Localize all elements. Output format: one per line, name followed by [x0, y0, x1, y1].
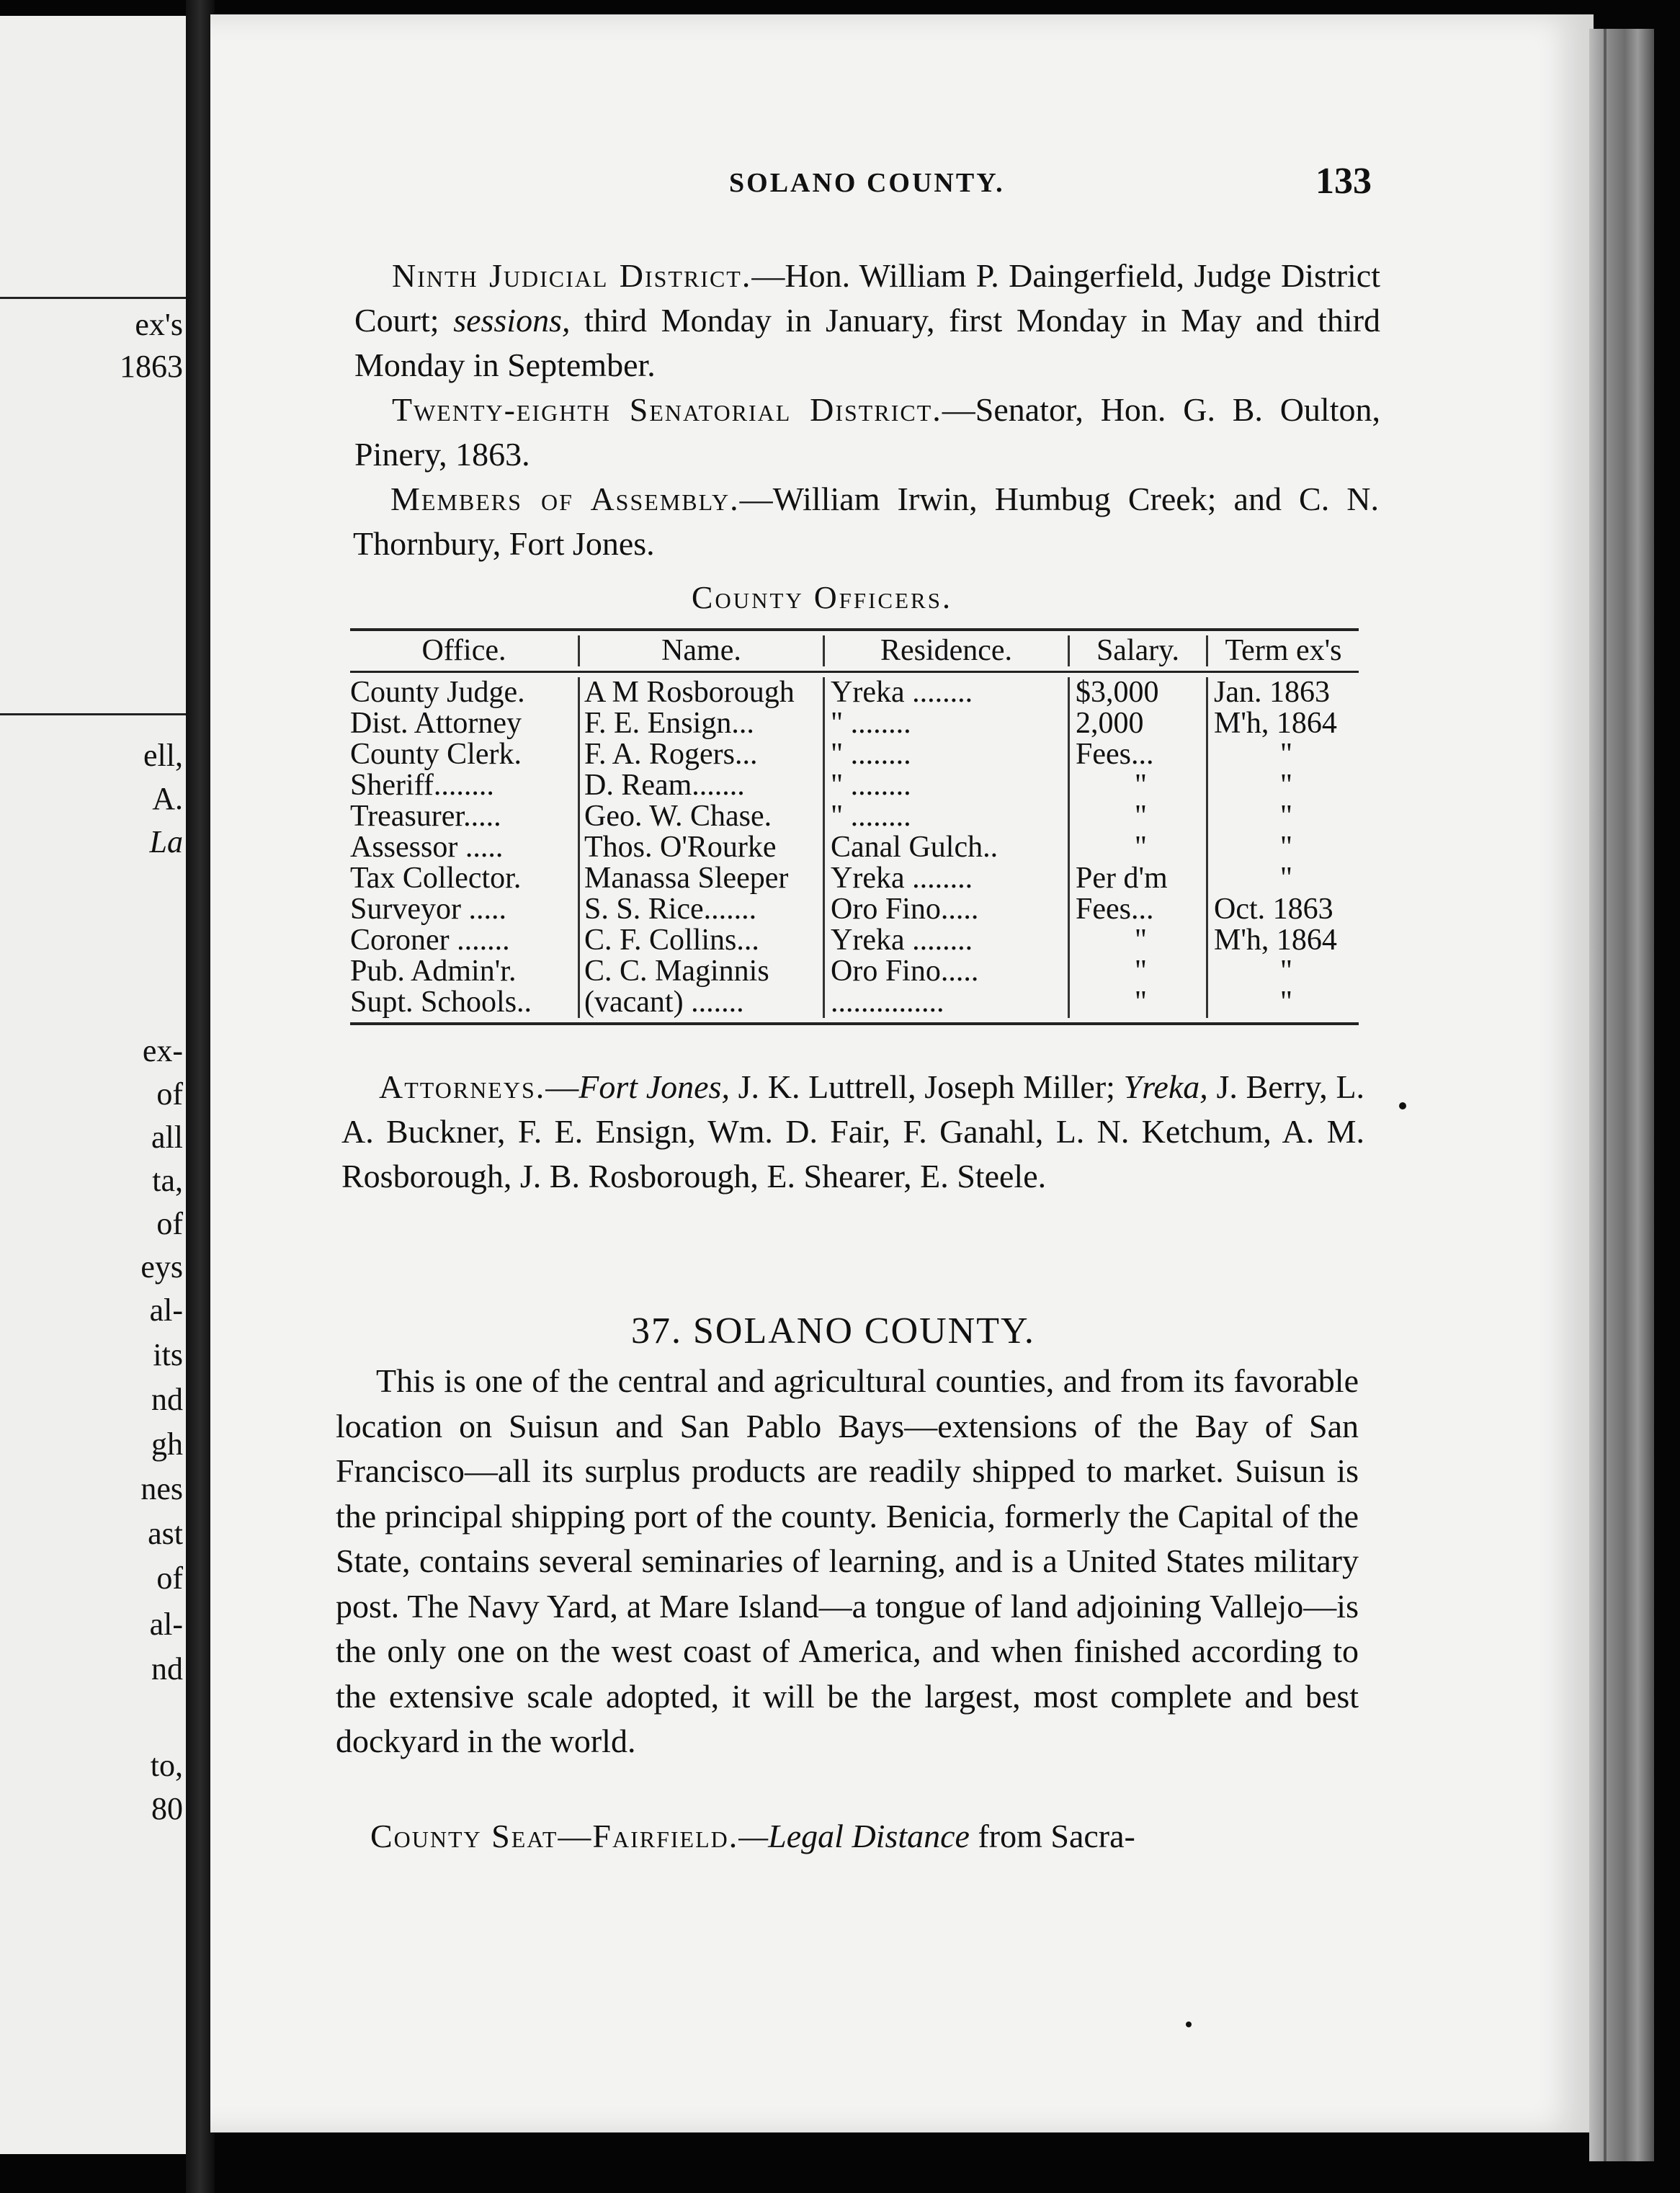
cell-residence: " ........	[823, 770, 1068, 801]
cell-name: F. E. Ensign...	[578, 708, 823, 739]
solano-description: This is one of the central and agricultural counties, and from its favorable location on Suisun and San Pablo Bays—extensions of the Bay of San Francisco—all its surplus products are readily shipped to market. Suisun is the principal shipping port of the county. Benicia, formerly the Capital of the State, contains several seminaries of learning, and is a United States military post. The Navy Yard, at Mare Island—a tongue of land adjoining Vallejo—is the only one on the west coast of America, and when finished according to the extensive scale adopted, it will be the largest, most complete and best dockyard in the world.	[336, 1362, 1359, 1759]
cell-office: County Judge.	[350, 677, 525, 708]
header-salary: Salary.	[1068, 635, 1206, 666]
cell-salary: Per d'm	[1068, 863, 1206, 894]
table-row	[350, 956, 1359, 987]
table-rule	[350, 671, 1359, 673]
cell-name: Thos. O'Rourke	[578, 832, 823, 863]
left-fragment: al-	[149, 1607, 183, 1642]
left-fragment: nd	[151, 1651, 183, 1687]
cell-residence: ...............	[823, 987, 1068, 1018]
left-facing-page	[0, 16, 186, 2154]
left-fragment: La	[149, 824, 183, 859]
cell-salary: "	[1068, 925, 1206, 956]
cell-office: Assessor .....	[350, 832, 504, 863]
cell-term: Oct. 1863	[1206, 894, 1359, 925]
cell-name: (vacant) .......	[578, 987, 823, 1018]
cell-term: M'h, 1864	[1206, 925, 1359, 956]
cell-salary: "	[1068, 770, 1206, 801]
cell-name: S. S. Rice.......	[578, 894, 823, 925]
left-fragment: all	[151, 1120, 183, 1155]
left-fragment: its	[153, 1337, 183, 1372]
table-row	[350, 832, 1359, 863]
cell-residence: " ........	[823, 708, 1068, 739]
left-fragment: gh	[151, 1426, 183, 1462]
left-fragment: al-	[149, 1292, 183, 1328]
table-row	[350, 677, 1359, 708]
cell-salary: Fees...	[1068, 894, 1206, 925]
cell-name: Geo. W. Chase.	[578, 801, 823, 832]
cell-residence: Oro Fino.....	[823, 894, 1068, 925]
cell-office: Treasurer.....	[350, 801, 501, 832]
cell-name: C. C. Maginnis	[578, 956, 823, 987]
section-title: 37. SOLANO COUNTY.	[631, 1310, 1035, 1352]
cell-term: Jan. 1863	[1206, 677, 1359, 708]
cell-residence: Yreka ........	[823, 863, 1068, 894]
cell-salary: 2,000	[1068, 708, 1206, 739]
cell-residence: Oro Fino.....	[823, 956, 1068, 987]
county-officers-title: County Officers.	[692, 580, 952, 615]
cell-residence: " ........	[823, 801, 1068, 832]
cell-term: M'h, 1864	[1206, 708, 1359, 739]
cell-salary: "	[1068, 832, 1206, 863]
cell-term: "	[1206, 987, 1359, 1018]
cell-office: County Clerk.	[350, 739, 522, 770]
left-fragment: 1863	[120, 349, 183, 384]
table-header-row	[350, 635, 1359, 666]
attorneys-label: Attorneys.	[379, 1068, 546, 1105]
left-page-rule	[0, 713, 186, 715]
cell-office: Surveyor .....	[350, 894, 506, 925]
table-rule	[350, 1022, 1359, 1025]
table-body	[350, 677, 1359, 1018]
left-fragment: ell,	[143, 738, 183, 773]
table-rule	[350, 628, 1359, 631]
table-row	[350, 894, 1359, 925]
left-fragment: to,	[150, 1748, 183, 1783]
table-row	[350, 987, 1359, 1018]
left-fragment: of	[156, 1206, 183, 1241]
page-number: 133	[1315, 161, 1372, 202]
cell-office: Dist. Attorney	[350, 708, 522, 739]
cell-salary: Fees...	[1068, 739, 1206, 770]
cell-residence: " ........	[823, 739, 1068, 770]
county-officers-table	[350, 628, 1359, 1025]
left-fragment: ast	[148, 1516, 183, 1551]
county-seat-line: County Seat—Fairfield.—Legal Distance from Sacra-	[370, 1818, 1135, 1854]
page-edge-stack	[1589, 29, 1654, 2161]
cell-residence: Canal Gulch..	[823, 832, 1068, 863]
left-fragment: nes	[140, 1471, 183, 1506]
left-page-rule	[0, 297, 186, 299]
cell-salary: "	[1068, 801, 1206, 832]
cell-salary: "	[1068, 987, 1206, 1018]
left-fragment: 80	[151, 1791, 183, 1826]
cell-office: Tax Collector.	[350, 863, 522, 894]
senatorial-label: Twenty-eighth Senatorial District.	[392, 391, 942, 428]
left-fragment: ex-	[142, 1033, 183, 1068]
left-fragment: of	[156, 1560, 183, 1596]
cell-name: C. F. Collins...	[578, 925, 823, 956]
table-row	[350, 801, 1359, 832]
cell-term: "	[1206, 832, 1359, 863]
header-residence: Residence.	[823, 635, 1068, 666]
cell-salary: "	[1068, 956, 1206, 987]
header-office: Office.	[421, 635, 506, 666]
table-row	[350, 863, 1359, 894]
left-fragment: nd	[151, 1382, 183, 1417]
cell-residence: Yreka ........	[823, 925, 1068, 956]
cell-term: "	[1206, 801, 1359, 832]
cell-name: D. Ream.......	[578, 770, 823, 801]
running-header: SOLANO COUNTY.	[729, 168, 1005, 198]
cell-office: Supt. Schools..	[350, 987, 532, 1018]
cell-office: Coroner .......	[350, 925, 510, 956]
cell-office: Pub. Admin'r.	[350, 956, 517, 987]
cell-term: "	[1206, 956, 1359, 987]
cell-office: Sheriff........	[350, 770, 494, 801]
cell-name: Manassa Sleeper	[578, 863, 823, 894]
cell-salary: $3,000	[1068, 677, 1206, 708]
table-row	[350, 739, 1359, 770]
left-fragment: A.	[152, 781, 183, 816]
ink-speck	[1186, 2022, 1192, 2027]
cell-residence: Yreka ........	[823, 677, 1068, 708]
assembly-label: Members of Assembly.	[390, 481, 740, 517]
left-fragment: ta,	[152, 1163, 183, 1198]
table-row	[350, 708, 1359, 739]
table-row	[350, 925, 1359, 956]
assembly-paragraph: Members of Assembly.—William Irwin, Humbug Creek; and C. N. Thornbury, Fort Jones.	[353, 481, 1379, 562]
cell-name: A M Rosborough	[578, 677, 823, 708]
cell-term: "	[1206, 770, 1359, 801]
ninth-district-paragraph: Ninth Judicial District.—Hon. William P. Daingerfield, Judge District Court; sessions, third Monday in January, first Monday in May and third Monday in September.	[354, 257, 1381, 383]
left-fragment: ex's	[135, 307, 183, 342]
header-name: Name.	[578, 635, 823, 666]
left-fragment: of	[156, 1076, 183, 1112]
header-term: Term ex's	[1206, 635, 1359, 666]
table-row	[350, 770, 1359, 801]
senatorial-paragraph: Twenty-eighth Senatorial District.—Senator, Hon. G. B. Oulton, Pinery, 1863.	[354, 391, 1380, 473]
cell-term: "	[1206, 739, 1359, 770]
left-fragment: eys	[140, 1249, 183, 1285]
cell-name: F. A. Rogers...	[578, 739, 823, 770]
ink-speck	[1399, 1102, 1406, 1109]
county-seat-label: County Seat—Fairfield.	[370, 1818, 739, 1854]
cell-term: "	[1206, 863, 1359, 894]
attorneys-paragraph: Attorneys.—Fort Jones, J. K. Luttrell, Joseph Miller; Yreka, J. Berry, L. A. Buckner, F. E. Ensign, Wm. D. Fair, F. Ganahl, L. N. Ketchum, A. M. Rosborough, J. B. Rosborough, E. Shearer, E. Steele.	[341, 1068, 1365, 1194]
ninth-district-label: Ninth Judicial District.	[392, 257, 752, 294]
